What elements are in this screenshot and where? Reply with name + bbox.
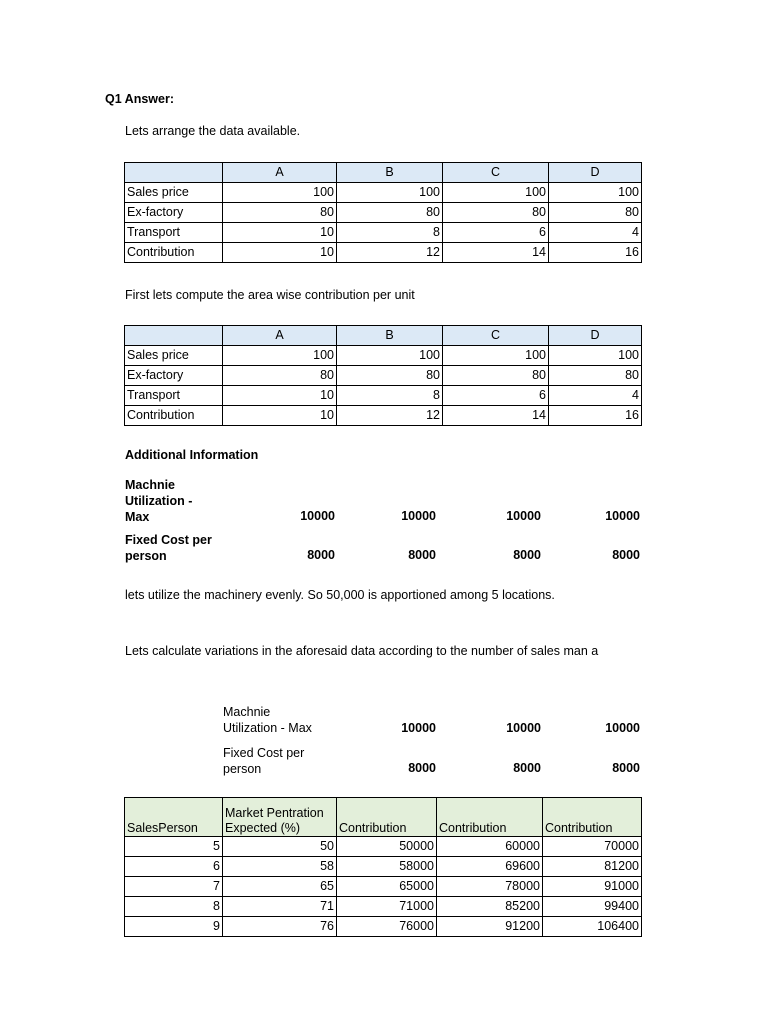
table-cell: 7	[125, 877, 223, 897]
machine-value-2: 10000	[605, 721, 640, 735]
table-row	[125, 406, 642, 426]
table-cell: 71	[223, 897, 337, 917]
table-cell: 80	[223, 366, 337, 386]
table-cell: 10	[223, 223, 337, 243]
table-cell: 80	[337, 203, 443, 223]
table-cell: 12	[337, 406, 443, 426]
table-cell: 16	[549, 406, 642, 426]
machine-utilization-label-2	[223, 704, 312, 736]
table-cell: 99400	[543, 897, 642, 917]
label-line: Utilization -	[125, 494, 193, 508]
fixed-cost-label-2	[223, 745, 304, 777]
table-row	[125, 223, 642, 243]
label-line: Max	[125, 510, 150, 524]
fixed-cost-value: 8000	[307, 548, 335, 562]
row-label: Sales price	[125, 183, 223, 203]
row-label: Contribution	[125, 243, 223, 263]
table-cell: 100	[549, 346, 642, 366]
table-cell: 58	[223, 857, 337, 877]
calculate-text: Lets calculate variations in the aforesaid data according to the number of sales man a	[125, 644, 599, 658]
fixed-cost-label	[125, 532, 212, 564]
header-cell: Contribution	[543, 798, 642, 837]
label-line: Fixed Cost per	[223, 746, 305, 760]
row-label: Transport	[125, 386, 223, 406]
table-cell: 100	[223, 346, 337, 366]
header-cell: A	[223, 163, 337, 183]
fixed-cost-value: 8000	[408, 548, 436, 562]
table-cell: 100	[337, 183, 443, 203]
table-cell: 80	[443, 366, 549, 386]
header-cell: B	[337, 163, 443, 183]
table-row	[125, 386, 642, 406]
table-row	[125, 183, 642, 203]
table-cell: 100	[549, 183, 642, 203]
table-cell: 65000	[337, 877, 437, 897]
compute-text: First lets compute the area wise contribution per unit	[125, 288, 415, 302]
table-cell: 50000	[337, 837, 437, 857]
table-row	[125, 203, 642, 223]
header-cell: B	[337, 326, 443, 346]
header-cell	[125, 326, 223, 346]
table-cell: 10	[223, 386, 337, 406]
machine-value: 10000	[506, 509, 541, 523]
header-cell: C	[443, 163, 549, 183]
table-cell: 80	[337, 366, 443, 386]
table-cell: 6	[125, 857, 223, 877]
machine-value: 10000	[300, 509, 335, 523]
table-cell: 91000	[543, 877, 642, 897]
table-cell: 71000	[337, 897, 437, 917]
table-header-row	[125, 798, 642, 837]
table-cell: 8	[337, 223, 443, 243]
row-label: Ex-factory	[125, 366, 223, 386]
table-cell: 4	[549, 223, 642, 243]
machine-value-2: 10000	[506, 721, 541, 735]
table-cell: 14	[443, 406, 549, 426]
table-cell: 16	[549, 243, 642, 263]
machine-utilization-label	[125, 477, 192, 525]
machine-value-2: 10000	[401, 721, 436, 735]
table-cell: 100	[223, 183, 337, 203]
table-cell: 10	[223, 243, 337, 263]
table-row	[125, 857, 642, 877]
table-row	[125, 366, 642, 386]
table-cell: 58000	[337, 857, 437, 877]
table-cell: 14	[443, 243, 549, 263]
table-cell: 8	[337, 386, 443, 406]
table-header-row	[125, 326, 642, 346]
table-cell: 70000	[543, 837, 642, 857]
label-line: person	[223, 762, 262, 776]
table-row	[125, 837, 642, 857]
table-cell: 100	[443, 183, 549, 203]
machine-value: 10000	[605, 509, 640, 523]
row-label: Ex-factory	[125, 203, 223, 223]
label-line: Machnie	[125, 478, 176, 492]
table-header-row	[125, 163, 642, 183]
q1-heading: Q1 Answer:	[105, 92, 175, 106]
fixed-cost-value-2: 8000	[408, 761, 436, 775]
row-label: Transport	[125, 223, 223, 243]
label-line: Machnie	[223, 705, 271, 719]
data-table-1	[124, 162, 642, 263]
table-cell: 78000	[437, 877, 543, 897]
table-cell: 81200	[543, 857, 642, 877]
fixed-cost-value-2: 8000	[513, 761, 541, 775]
table-cell: 85200	[437, 897, 543, 917]
header-cell: Contribution	[437, 798, 543, 837]
table-cell: 8	[125, 897, 223, 917]
header-cell: D	[549, 326, 642, 346]
label-line: Fixed Cost per	[125, 533, 212, 547]
table-cell: 6	[443, 223, 549, 243]
table-cell: 76000	[337, 917, 437, 937]
table-cell: 50	[223, 837, 337, 857]
table-cell: 65	[223, 877, 337, 897]
fixed-cost-value-2: 8000	[612, 761, 640, 775]
table-cell: 5	[125, 837, 223, 857]
table-cell: 80	[549, 203, 642, 223]
table-cell: 12	[337, 243, 443, 263]
header-cell	[125, 163, 223, 183]
table-row	[125, 917, 642, 937]
fixed-cost-value: 8000	[612, 548, 640, 562]
machine-value: 10000	[401, 509, 436, 523]
row-label: Sales price	[125, 346, 223, 366]
table-cell: 100	[337, 346, 443, 366]
table-cell: 100	[443, 346, 549, 366]
table-cell: 6	[443, 386, 549, 406]
fixed-cost-value: 8000	[513, 548, 541, 562]
table-cell: 10	[223, 406, 337, 426]
table-cell: 60000	[437, 837, 543, 857]
header-cell: C	[443, 326, 549, 346]
header-cell: A	[223, 326, 337, 346]
table-cell: 80	[549, 366, 642, 386]
table-row	[125, 877, 642, 897]
header-cell: Contribution	[337, 798, 437, 837]
table-cell: 76	[223, 917, 337, 937]
table-cell: 80	[223, 203, 337, 223]
data-table-2	[124, 325, 642, 426]
header-cell: D	[549, 163, 642, 183]
header-cell: Market Pentration Expected (%)	[223, 798, 337, 837]
table-cell: 4	[549, 386, 642, 406]
additional-info-title: Additional Information	[125, 448, 259, 462]
table-row	[125, 243, 642, 263]
table-cell: 9	[125, 917, 223, 937]
table-cell: 91200	[437, 917, 543, 937]
label-line: Utilization - Max	[223, 721, 312, 735]
table-cell: 69600	[437, 857, 543, 877]
table-row	[125, 346, 642, 366]
table-cell: 106400	[543, 917, 642, 937]
label-line: person	[125, 549, 167, 563]
header-cell: SalesPerson	[125, 798, 223, 837]
utilize-text: lets utilize the machinery evenly. So 50,000 is apportioned among 5 locations.	[125, 588, 555, 602]
row-label: Contribution	[125, 406, 223, 426]
intro-text: Lets arrange the data available.	[125, 124, 301, 138]
table-row	[125, 897, 642, 917]
salesperson-table	[124, 797, 642, 937]
table-cell: 80	[443, 203, 549, 223]
